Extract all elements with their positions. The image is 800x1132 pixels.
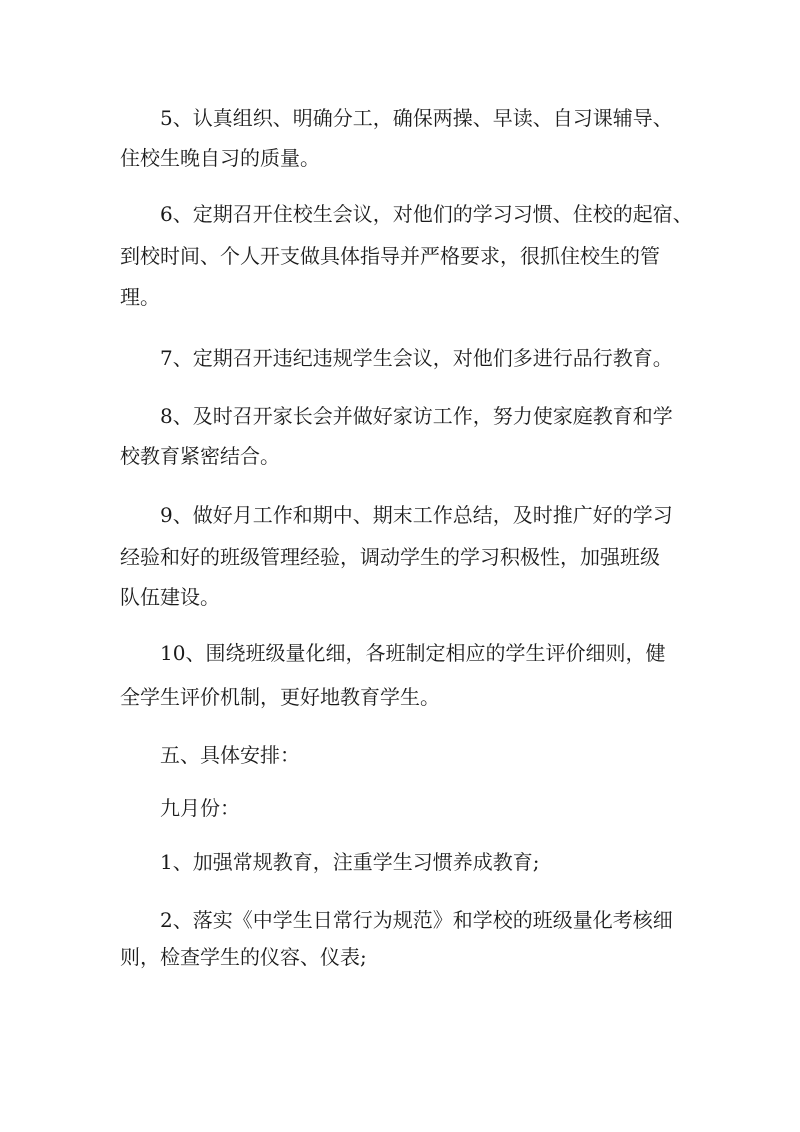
paragraph-line: 住校生晚自习的质量。 [120,146,320,170]
paragraph-line: 理。 [120,285,160,309]
paragraph-line: 7、定期召开违纪违规学生会议，对他们多进行品行教育。 [160,346,673,370]
heading-line: 九月份： [160,796,240,820]
paragraph-line: 10、围绕班级量化细，各班制定相应的学生评价细则，健 [160,641,666,665]
paragraph-line: 5、认真组织、明确分工，确保两操、早读、自习课辅导、 [160,106,673,130]
paragraph-line: 全学生评价机制，更好地教育学生。 [120,685,440,709]
paragraph-line: 9、做好月工作和期中、期末工作总结，及时推广好的学习 [160,503,673,527]
paragraph-line: 6、定期召开住校生会议，对他们的学习习惯、住校的起宿、 [160,202,693,226]
paragraph-line: 队伍建设。 [120,585,220,609]
paragraph-line: 经验和好的班级管理经验，调动学生的学习积极性，加强班级 [120,545,660,569]
paragraph-line: 则，检查学生的仪容、仪表; [120,945,367,969]
paragraph-line: 校教育紧密结合。 [120,444,280,468]
heading-line: 五、具体安排： [160,743,300,767]
paragraph-line: 到校时间、个人开支做具体指导并严格要求，很抓住校生的管 [120,244,660,268]
paragraph-line: 8、及时召开家长会并做好家访工作，努力使家庭教育和学 [160,404,673,428]
paragraph-line: 1、加强常规教育，注重学生习惯养成教育; [160,850,540,874]
paragraph-line: 2、落实《中学生日常行为规范》和学校的班级量化考核细 [160,908,673,932]
